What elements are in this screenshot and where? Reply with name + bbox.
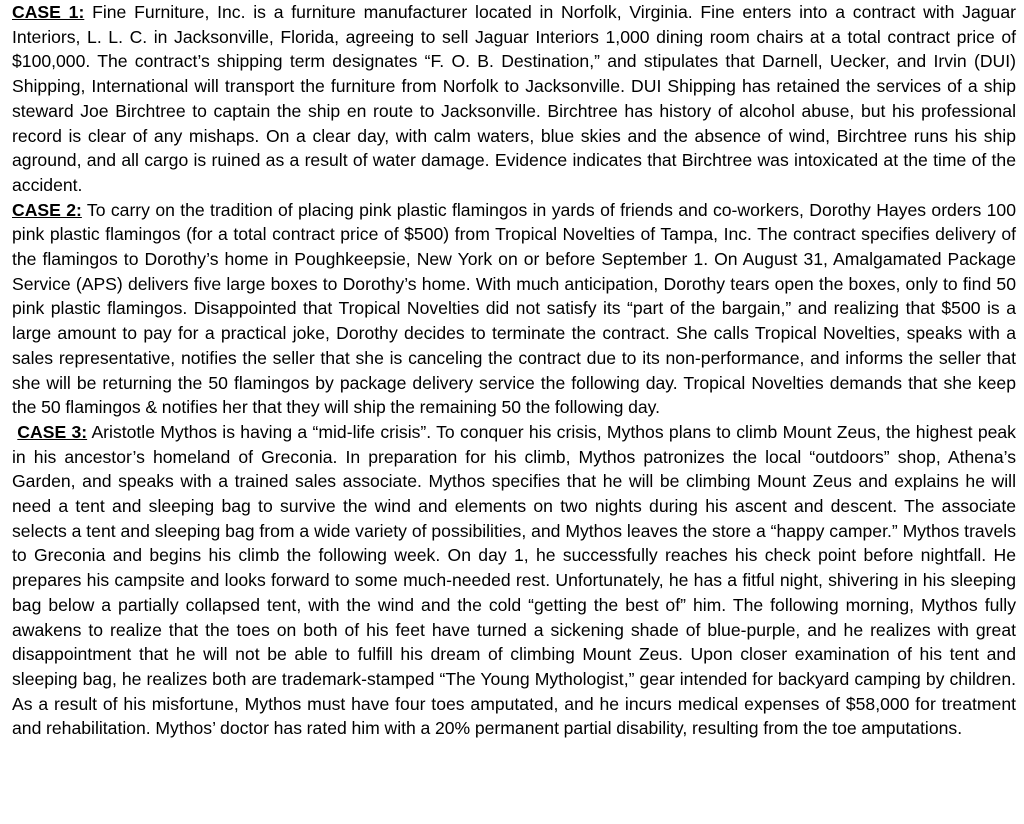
case-3-heading: CASE 3: bbox=[17, 421, 88, 442]
case-3-text: Aristotle Mythos is having a “mid-life crisis”. To conquer his crisis, Mythos plans to climb Mount Zeus, the highest peak in his ancestor’s homeland of Greconia. In preparation for his climb, Mythos patronizes the local “outdoors” shop, Athena’s Garden, and speaks with a trained sales associate. Mythos specifies that he will be climbing Mount Zeus and explains he will need a tent and sleeping bag to survive the wind and elements on two nights during his ascent and descent. The associate selects a tent and sleeping bag from a wide variety of possibilities, and Mythos leaves the store a “happy camper.” Mythos travels to Greconia and begins his climb the following week. On day 1, he successfully reaches his check point before nightfall. He prepares his campsite and looks forward to some much-needed rest. Unfortunately, he has a fitful night, shivering in his sleeping bag below a partially collapsed tent, with the wind and the cold “getting the best of” him. The following morning, Mythos fully awakens to realize that the toes on both of his feet have turned a sickening shade of blue-purple, and he realizes with great disappointment that he will not be able to fulfill his dream of climbing Mount Zeus. Upon closer examination of his tent and sleeping bag, he realizes both are trademark-stamped “The Young Mythologist,” gear intended for backyard camping by children. As a result of his misfortune, Mythos must have four toes amputated, and he incurs medical expenses of $58,000 for treatment and rehabilitation. Mythos’ doctor has rated him with a 20% permanent partial disability, resulting from the toe amputations. bbox=[12, 421, 1016, 739]
case-1-paragraph bbox=[12, 0, 1016, 198]
case-3-paragraph bbox=[12, 420, 1016, 741]
case-2-paragraph bbox=[12, 198, 1016, 420]
case-1-heading: CASE 1: bbox=[12, 2, 85, 22]
case-2-heading: CASE 2: bbox=[12, 199, 82, 220]
case-2-text: To carry on the tradition of placing pink plastic flamingos in yards of friends and co-workers, Dorothy Hayes orders 100 pink plastic flamingos (for a total contract price of $500) from Tropical Novelties of Tampa, Inc. The contract specifies delivery of the flamingos to Dorothy’s home in Poughkeepsie, New York on or before September 1. On August 31, Amalgamated Package Service (APS) delivers five large boxes to Dorothy’s home. With much anticipation, Dorothy tears open the boxes, only to find 50 pink plastic flamingos. Disappointed that Tropical Novelties did not satisfy its “part of the bargain,” and realizing that $500 is a large amount to pay for a practical joke, Dorothy decides to terminate the contract. She calls Tropical Novelties, speaks with a sales representative, notifies the seller that she is canceling the contract due to its non-performance, and informs the seller that she will be returning the 50 flamingos by package delivery service the following day. Tropical Novelties demands that she keep the 50 flamingos & notifies her that they will ship the remaining 50 the following day. bbox=[12, 199, 1016, 418]
case-1-text: Fine Furniture, Inc. is a furniture manufacturer located in Norfolk, Virginia. Fine enters into a contract with Jaguar Interiors, L. L. C. in Jacksonville, Florida, agreeing to sell Jaguar Interiors 1,000 dining room chairs at a total contract price of $100,000. The contract’s shipping term designates “F. O. B. Destination,” and stipulates that Darnell, Uecker, and Irvin (DUI) Shipping, International will transport the furniture from Norfolk to Jacksonville. DUI Shipping has retained the services of a ship steward Joe Birchtree to captain the ship en route to Jacksonville. Birchtree has history of alcohol abuse, but his professional record is clear of any mishaps. On a clear day, with calm waters, blue skies and the absence of wind, Birchtree runs his ship aground, and all cargo is ruined as a result of water damage. Evidence indicates that Birchtree was intoxicated at the time of the accident. bbox=[12, 2, 1016, 195]
